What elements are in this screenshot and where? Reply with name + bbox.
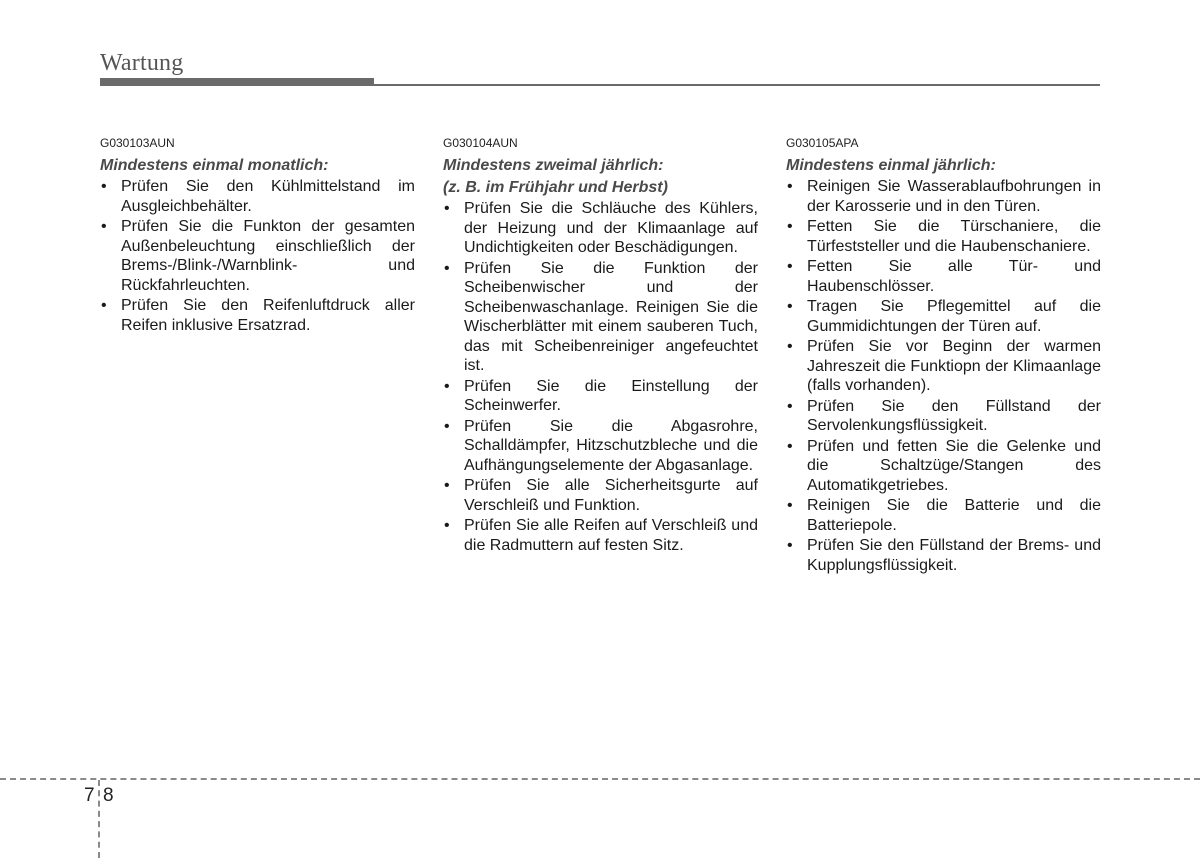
checklist — [443, 199, 758, 555]
footer-dashed-divider — [98, 780, 100, 858]
page-number: 8 — [103, 785, 114, 806]
checklist — [786, 177, 1101, 575]
section-heading: Mindestens einmal jährlich: — [786, 157, 996, 174]
section-code: G030104AUN — [443, 136, 518, 150]
list-item: • Fetten Sie alle Tür- und Haubenschlösser. — [786, 257, 1101, 296]
footer-dashed-rule — [0, 778, 1200, 780]
list-item: • Reinigen Sie die Batterie und die Batteriepole. — [786, 496, 1101, 535]
list-item: • Tragen Sie Pflegemittel auf die Gummidichtungen der Türen auf. — [786, 297, 1101, 336]
list-item: • Prüfen Sie alle Sicherheitsgurte auf Verschleiß und Funktion. — [443, 476, 758, 515]
list-item: • Prüfen Sie die Abgasrohre, Schalldämpfer, Hitzschutzbleche und die Aufhängungselemente der Abgasanlage. — [443, 417, 758, 476]
list-item: • Prüfen Sie die Funktion der Scheibenwischer und der Scheibenwaschanlage. Reinigen Sie die Wischerblätter mit einem sauberen Tuch, das mit Scheibenreiniger angefeuchtet ist. — [443, 259, 758, 376]
maintenance-column-biannual — [443, 136, 758, 556]
section-heading: Mindestens zweimal jährlich: — [443, 157, 664, 174]
section-code: G030103AUN — [100, 136, 175, 150]
list-item: • Prüfen Sie vor Beginn der warmen Jahreszeit die Funktiopn der Klimaanlage (falls vorhanden). — [786, 337, 1101, 396]
maintenance-column-annual — [786, 136, 1101, 576]
chapter-number: 7 — [84, 785, 95, 806]
header-rule-thin — [374, 84, 1100, 86]
list-item: • Prüfen Sie den Reifenluftdruck aller Reifen inklusive Ersatzrad. — [100, 296, 415, 335]
list-item: • Fetten Sie die Türschaniere, die Türfeststeller und die Haubenschaniere. — [786, 217, 1101, 256]
list-item: • Prüfen Sie den Füllstand der Brems- und Kupplungsflüssigkeit. — [786, 536, 1101, 575]
list-item: • Prüfen Sie den Kühlmittelstand im Ausgleichbehälter. — [100, 177, 415, 216]
list-item: • Reinigen Sie Wasserablaufbohrungen in der Karosserie und in den Türen. — [786, 177, 1101, 216]
list-item: • Prüfen und fetten Sie die Gelenke und die Schaltzüge/Stangen des Automatikgetriebes. — [786, 437, 1101, 496]
list-item: • Prüfen Sie die Schläuche des Kühlers, der Heizung und der Klimaanlage auf Undichtigkeiten oder Beschädigungen. — [443, 199, 758, 258]
section-subheading: (z. B. im Frühjahr und Herbst) — [443, 179, 668, 196]
section-title: Wartung — [100, 50, 184, 76]
list-item: • Prüfen Sie den Füllstand der Servolenkungsflüssigkeit. — [786, 397, 1101, 436]
list-item: • Prüfen Sie die Einstellung der Scheinwerfer. — [443, 377, 758, 416]
list-item: • Prüfen Sie alle Reifen auf Verschleiß und die Radmuttern auf festen Sitz. — [443, 516, 758, 555]
maintenance-column-monthly — [100, 136, 415, 336]
header-rule-thick — [100, 78, 374, 86]
section-heading: Mindestens einmal monatlich: — [100, 157, 329, 174]
section-code: G030105APA — [786, 136, 859, 150]
list-item: • Prüfen Sie die Funkton der gesamten Außenbeleuchtung einschließlich der Brems-/Blink-/Warnblink- und Rückfahrleuchten. — [100, 217, 415, 295]
checklist — [100, 177, 415, 335]
